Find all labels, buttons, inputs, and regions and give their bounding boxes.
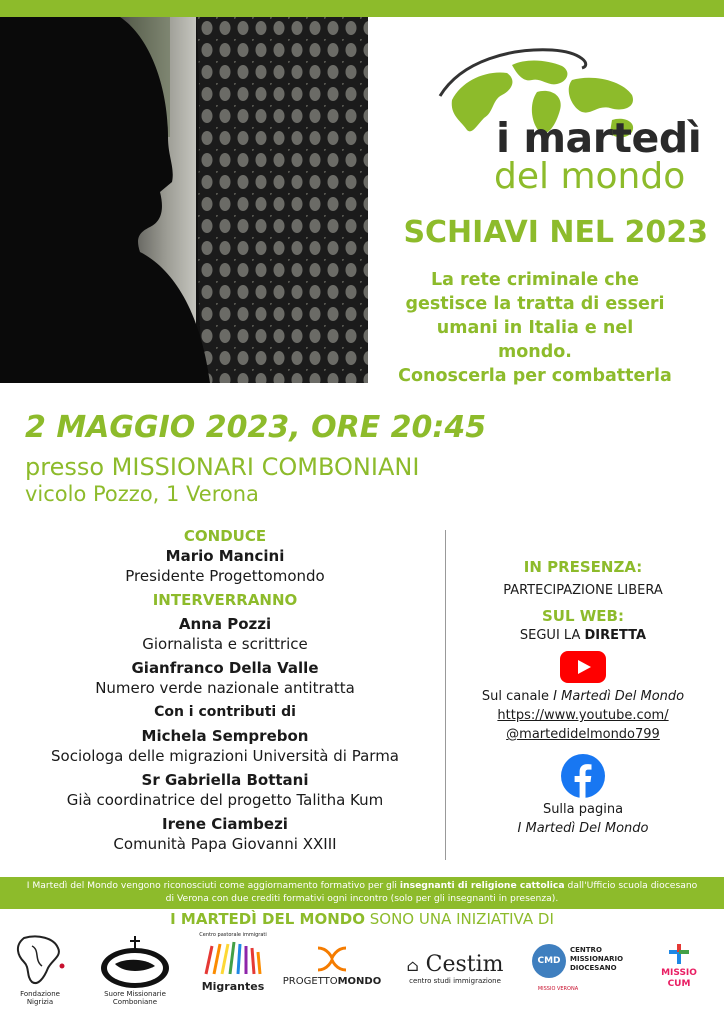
centro-missionario-logo: CMD CENTRO MISSIONARIO DIOCESANO MISSIO VERONA — [528, 944, 638, 1014]
event-title: SCHIAVI NEL 2023 — [403, 215, 708, 250]
logo-text-martedi: i martedì — [496, 114, 702, 162]
speaker-role: Giornalista e scrittrice — [142, 635, 308, 653]
subtitle-line: umani in Italia e nel — [436, 318, 634, 338]
event-address: vicolo Pozzo, 1 Verona — [25, 482, 259, 506]
cestim-logo: ⌂ Cestim centro studi immigrazione — [406, 952, 504, 985]
contributor-name: Sr Gabriella Bottani — [141, 771, 309, 789]
training-notice: I Martedì del Mondo vengono riconosciuti come aggiornamento formativo per gli insegnanti di religione cattolica dall'Ufficio scuola diocesano di Verona con due crediti formativi ogni incontro (solo per gli insegnanti in presenza). — [0, 877, 724, 909]
column-divider — [445, 530, 446, 860]
contributor-role: Sociologa delle migrazioni Università di Parma — [51, 747, 399, 765]
facebook-page: I Martedì Del Mondo — [517, 821, 649, 836]
speaker-name: Anna Pozzi — [178, 615, 272, 633]
youtube-channel: Sul canale I Martedì Del Mondo — [481, 689, 685, 704]
top-green-bar — [0, 0, 724, 17]
speaker-name: Gianfranco Della Valle — [131, 659, 319, 677]
youtube-icon[interactable] — [560, 651, 606, 683]
contributor-name: Michela Semprebon — [141, 727, 309, 745]
subtitle-line: gestisce la tratta di esseri — [405, 294, 665, 314]
speaker-role: Numero verde nazionale antitratta — [95, 679, 355, 697]
event-venue: presso MISSIONARI COMBONIANI — [25, 453, 420, 481]
presenza-text: PARTECIPAZIONE LIBERA — [503, 583, 663, 598]
attendance-section — [452, 557, 714, 838]
initiative-heading: I MARTEDÌ DEL MONDO SONO UNA INIZIATIVA DI — [170, 910, 554, 928]
web-heading: SUL WEB: — [542, 607, 624, 625]
youtube-handle-link[interactable]: @martedidelmondo799 — [506, 727, 660, 742]
missio-cum-logo: MISSIO CUM — [644, 942, 714, 1012]
youtube-url-link[interactable]: https://www.youtube.com/ — [497, 708, 669, 723]
event-date: 2 MAGGIO 2023, ORE 20:45 — [25, 410, 487, 445]
host-role: Presidente Progettomondo — [125, 567, 325, 585]
martedi-del-mondo-logo — [432, 40, 702, 200]
migrantes-logo: Centro pastorale immigrati Migrantes — [199, 932, 267, 993]
web-text: SEGUI LA DIRETTA — [519, 628, 647, 643]
event-subtitle — [370, 268, 700, 388]
subtitle-line: mondo. — [498, 342, 572, 362]
facebook-text: Sulla pagina — [542, 802, 624, 817]
speakers-section — [20, 526, 430, 854]
hero-photo — [0, 17, 368, 383]
conduce-heading: CONDUCE — [183, 527, 267, 545]
progettomondo-logo: PROGETTOMONDO — [282, 944, 382, 1004]
subtitle-line: La rete criminale che — [430, 270, 640, 290]
logo-text-del-mondo: del mondo — [494, 156, 686, 197]
contributor-name: Irene Ciambezi — [162, 815, 288, 833]
suore-comboniane-logo: Suore Missionarie Comboniane — [90, 932, 180, 1012]
subtitle-line: Conoscerla per combatterla — [398, 366, 672, 386]
presenza-heading: IN PRESENZA: — [523, 558, 643, 576]
contributor-role: Già coordinatrice del progetto Talitha Kum — [66, 791, 384, 809]
partner-logos — [0, 932, 724, 1024]
interverranno-heading: INTERVERRANNO — [152, 591, 298, 609]
facebook-icon[interactable] — [561, 754, 605, 798]
contributor-role: Comunità Papa Giovanni XXIII — [113, 835, 337, 853]
fondazione-nigrizia-logo: Fondazione Nigrizia — [8, 932, 72, 1012]
contributions-heading: Con i contributi di — [154, 704, 296, 720]
host-name: Mario Mancini — [165, 547, 285, 565]
